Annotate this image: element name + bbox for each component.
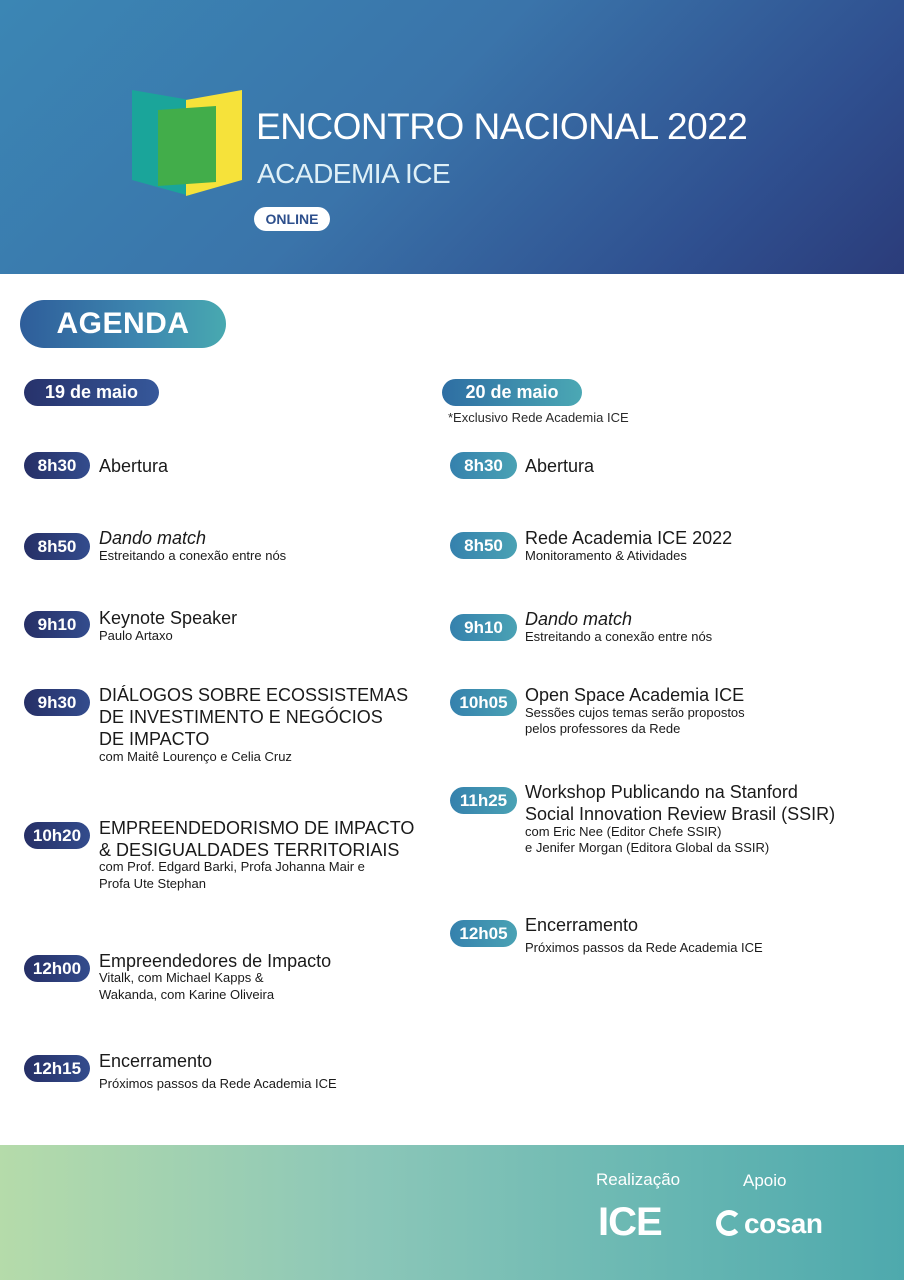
session-title: Open Space Academia ICE [525,685,745,705]
session-title: Dando match [99,528,207,548]
session-title-line-2: Social Innovation Review Brasil (SSIR) [525,804,836,824]
time-badge: 8h30 [450,452,517,479]
cosan-logo-icon [716,1210,742,1236]
session-title: DIÁLOGOS SOBRE ECOSSISTEMAS [99,685,409,705]
session-detail: Wakanda, com Karine Oliveira [99,987,275,1002]
session-detail: Vitalk, com Michael Kapps & [99,970,264,985]
ice-logo: ICE [598,1200,662,1244]
time-badge: 10h05 [450,689,517,716]
session-title: Dando match [525,609,633,629]
session-title-line-2: DE INVESTIMENTO E NEGÓCIOS [99,707,383,727]
session-title-line-3: DE IMPACTO [99,729,210,749]
time-badge: 9h10 [450,614,517,641]
header-banner [0,0,904,274]
session-title: EMPREENDEDORISMO DE IMPACTO [99,818,415,838]
session-title-line-2: & DESIGUALDADES TERRITORIAIS [99,840,400,860]
time-badge: 10h20 [24,822,90,849]
academia-ice-logo-icon [132,88,244,200]
cosan-logo: cosan [744,1208,823,1239]
session-detail: Profa Ute Stephan [99,876,206,891]
time-badge: 8h30 [24,452,90,479]
session-detail: e Jenifer Morgan (Editora Global da SSIR) [525,840,770,855]
time-badge: 8h50 [450,532,517,559]
session-detail: Estreitando a conexão entre nós [99,548,287,563]
time-badge: 12h15 [24,1055,90,1082]
day-2-note: *Exclusivo Rede Academia ICE [448,410,629,425]
session-detail: com Prof. Edgard Barki, Profa Johanna Mair e [99,859,365,874]
event-title: ENCONTRO NACIONAL 2022 [256,106,748,147]
apoio-label: Apoio [743,1171,787,1190]
time-badge: 9h10 [24,611,90,638]
event-subtitle: ACADEMIA ICE [257,158,451,189]
session-title: Encerramento [525,915,639,935]
session-title: Rede Academia ICE 2022 [525,528,733,548]
session-detail: com Eric Nee (Editor Chefe SSIR) [525,824,722,839]
day-2-label: 20 de maio [442,379,582,406]
time-badge: 12h00 [24,955,90,982]
session-detail: Sessões cujos temas serão propostos [525,705,745,720]
time-badge: 8h50 [24,533,90,560]
session-detail: Estreitando a conexão entre nós [525,629,713,644]
session-detail: Próximos passos da Rede Academia ICE [525,940,763,955]
session-title: Abertura [525,456,595,476]
session-title: Abertura [99,456,169,476]
session-detail: com Maitê Lourenço e Celia Cruz [99,749,292,764]
online-badge: ONLINE [254,207,330,231]
session-title: Empreendedores de Impacto [99,951,332,971]
session-detail: Próximos passos da Rede Academia ICE [99,1076,337,1091]
time-badge: 12h05 [450,920,517,947]
session-title: Keynote Speaker [99,608,238,628]
day-1-label: 19 de maio [24,379,159,406]
session-title: Encerramento [99,1051,213,1071]
session-detail: Monitoramento & Atividades [525,548,687,563]
agenda-heading: AGENDA [20,300,226,348]
time-badge: 9h30 [24,689,90,716]
time-badge: 11h25 [450,787,517,814]
realizacao-label: Realização [596,1170,681,1189]
session-title: Workshop Publicando na Stanford [525,782,798,802]
session-detail: Paulo Artaxo [99,628,173,643]
session-detail: pelos professores da Rede [525,721,681,736]
